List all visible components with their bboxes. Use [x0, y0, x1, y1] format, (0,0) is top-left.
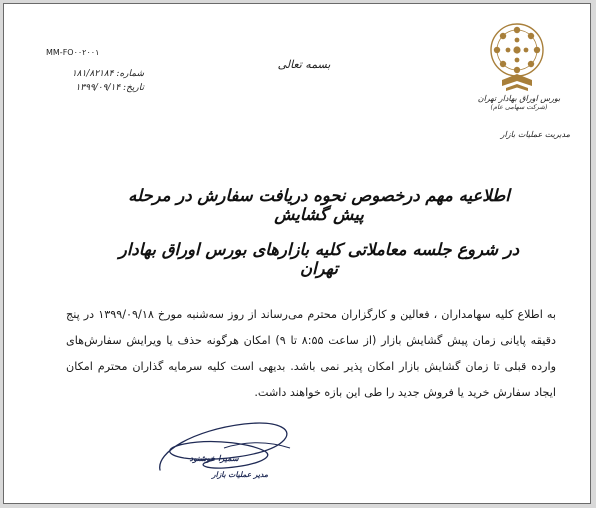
basmala: بسمه تعالی — [277, 58, 331, 71]
org-subtitle: (شرکت سهامی عام) — [490, 102, 548, 111]
document-code: MM-FO۰۰۲۰۰۱ — [46, 48, 100, 57]
signatory-title: مدیر عملیات بازار — [211, 470, 268, 479]
signatory-name: سمیرا خوشنود — [189, 453, 239, 463]
org-name: بورس اوراق بهادار تهران — [477, 94, 561, 103]
tse-logo-icon — [486, 20, 548, 96]
notice-body: به اطلاع کلیه سهامداران ، فعالین و کارگزاران محترم می‌رساند از روز سه‌شنبه مورخ ۱۳۹۹/۰۹/۱۸ در پنج دقیقه پایانی زمان پیش گشایش بازار (از ساعت ۸:۵۵ تا ۹) امکان هرگونه حذف یا ویرایش سفارش‌های وارده قبلی تا زمان گشایش بازار امکان پذیر نمی باشد. بدیهی است کلیه سرمایه گذاران محترم امکان ایجاد سفارش خرید یا فروش جدید را طی این بازه خواهند داشت. — [66, 308, 557, 399]
letter-meta — [34, 68, 144, 96]
letter-page — [3, 3, 591, 504]
letter-date: تاریخ: ۱۳۹۹/۰۹/۱۴ — [75, 82, 144, 93]
letter-number: شماره: ۱۸۱/۸۲۱۸۴ — [71, 69, 144, 79]
org-name-block — [464, 94, 574, 111]
notice-title-line-2: در شروع جلسه معاملاتی کلیه بازارهای بورس اوراق بهادار تهران — [118, 240, 520, 278]
department-name: مدیریت عملیات بازار — [500, 130, 570, 139]
notice-title-line-1: اطلاعیه مهم درخصوص نحوه دریافت سفارش در مرحله پیش گشایش — [128, 186, 510, 224]
